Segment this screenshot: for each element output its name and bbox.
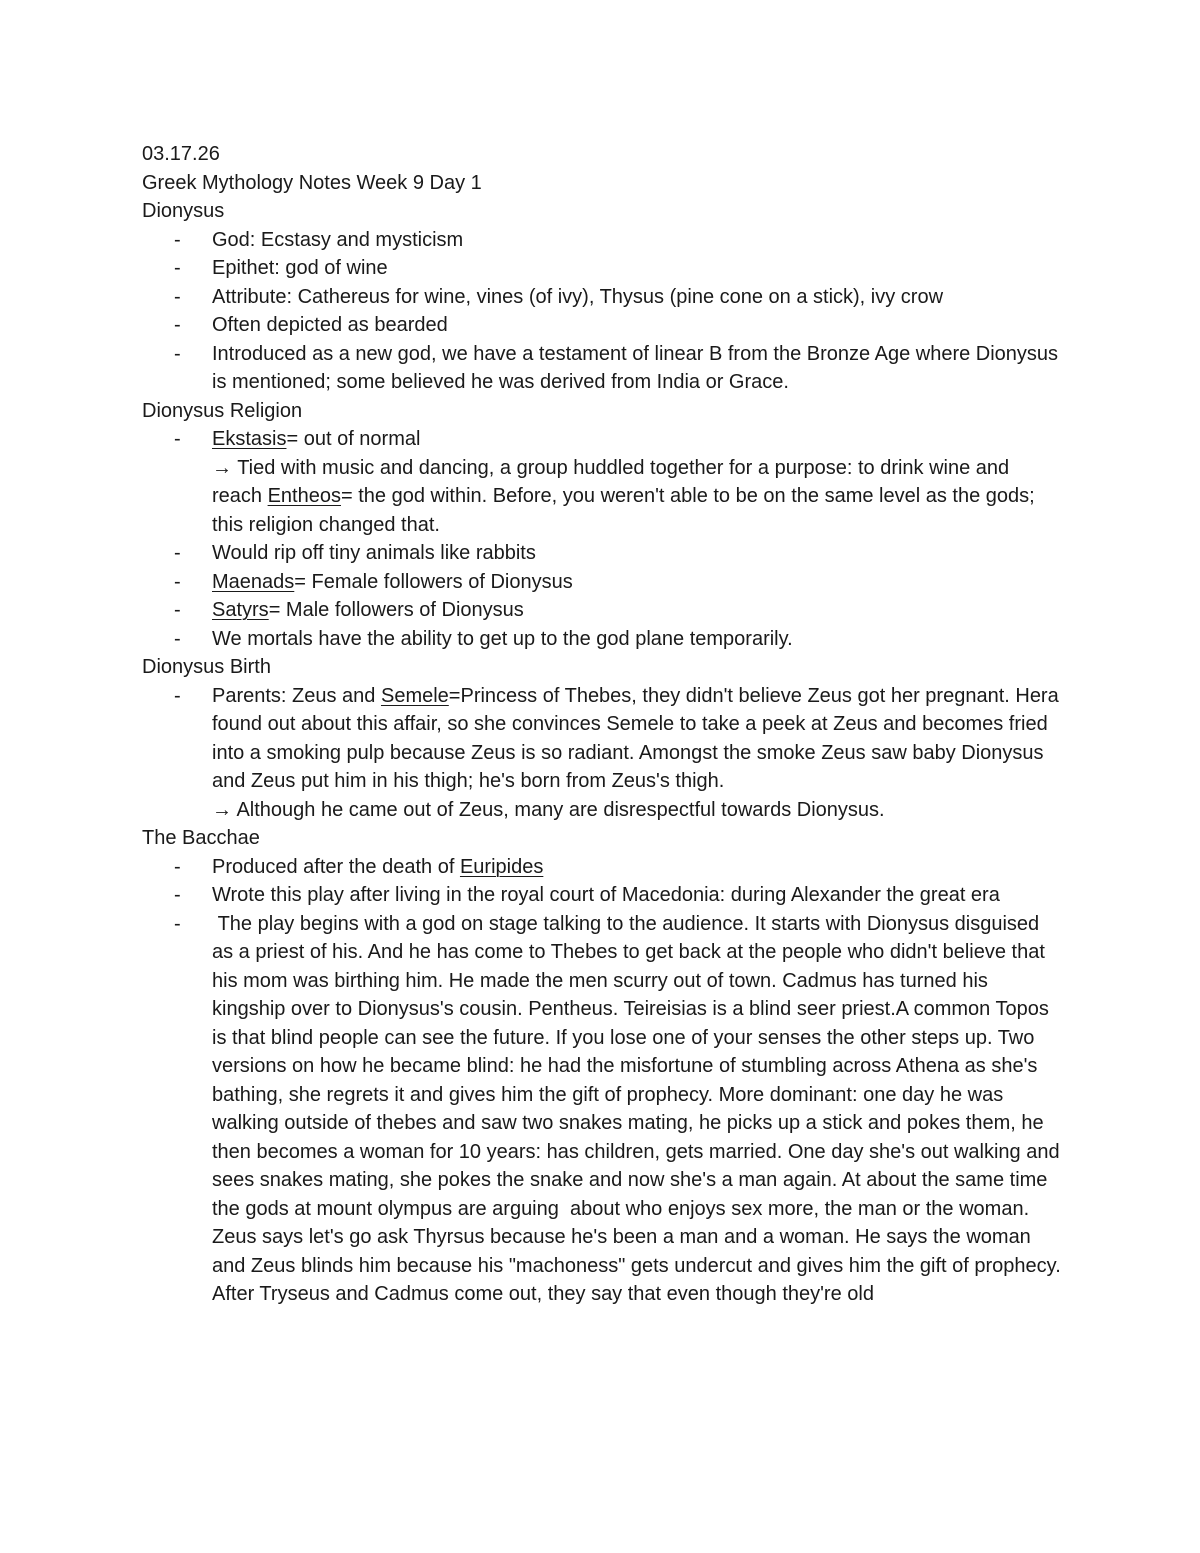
term-maenads: Maenads xyxy=(212,570,295,593)
list-item-text: Often depicted as bearded xyxy=(212,314,448,336)
term-definition: = Male followers of Dionysus xyxy=(268,599,524,621)
list-item-text-part: =Princess of Thebes, they didn't believe Zeus got her pregnant. Hera found out about this affair, so she convinces Semele to take a peek at Zeus and becomes fried into a smoking pulp because Zeus is so radiant. Amongst the smoke Zeus saw baby Dionysus and Zeus put him in his thigh; he's born from Zeus's thigh. xyxy=(212,684,1059,792)
list-item-text: The play begins with a god on stage talking to the audience. It starts with Dionysus disguised as a priest of his. And he has come to Thebes to get back at the people who didn't believe that his mom was birthing him. He made the men scurry out of town. Cadmus has turned his kingship over to Dionysus's cousin. Pentheus. Teireisias is a blind seer priest.A common Topos is that blind people can see the future. If you lose one of your senses the other steps up. Two versions on how he became blind: he had the misfortune of stumbling across Athena as she's bathing, she regrets it and gives him the gift of prophecy. More dominant: one day he was walking outside of thebes and saw two snakes mating, he picks up a stick and pokes them, he then becomes a woman for 10 years: has children, gets married. One day she's out walking and sees snakes mating, she pokes the snake and now she's a man again. At about the same time the gods at mount olympus are arguing about who enjoys sex more, the man or the woman. Zeus says let's go ask Thyrsus because he's been a man and a woman. He says the woman and Zeus blinds him because his "machoness" gets undercut and gives him the gift of prophecy. After Tryseus and Cadmus come out, they say that even though they're old xyxy=(212,912,1066,1305)
list-item xyxy=(142,568,1062,597)
section-heading-birth: Dionysus Birth xyxy=(142,656,271,678)
list-item xyxy=(142,625,1062,654)
bullet-dash: - xyxy=(174,342,181,365)
term-entheos: Entheos xyxy=(267,485,341,507)
term-semele: Semele xyxy=(380,684,449,707)
list-item-text: Attribute: Cathereus for wine, vines (of ivy), Thysus (pine cone on a stick), ivy crow xyxy=(212,285,944,308)
list-item-text xyxy=(212,425,1062,454)
sub-note xyxy=(142,454,1062,540)
section-heading-religion: Dionysus Religion xyxy=(142,399,303,422)
term-definition: = out of normal xyxy=(286,428,421,450)
section-heading-bacchae: The Bacchae xyxy=(142,827,260,849)
bullet-dash: - xyxy=(174,684,181,707)
bullet-dash: - xyxy=(174,884,181,906)
list-item-text: Introduced as a new god, we have a testament of linear B from the Bronze Age where Dionysus is mentioned; some believed he was derived from India or Grace. xyxy=(212,342,1059,393)
term-satyrs: Satyrs xyxy=(212,599,269,621)
sub-note: → Although he came out of Zeus, many are disrespectful towards Dionysus. xyxy=(212,798,885,821)
document-body xyxy=(142,140,1066,1309)
date-line: 03.17.26 xyxy=(142,143,220,165)
bullet-dash: - xyxy=(174,570,181,593)
list-item-text: God: Ecstasy and mysticism xyxy=(212,228,464,251)
list-item xyxy=(142,311,1062,340)
bullet-dash: - xyxy=(174,285,181,308)
bullet-dash: - xyxy=(174,855,181,878)
list-item xyxy=(142,596,1062,625)
list-item xyxy=(142,881,1062,910)
list-item xyxy=(142,910,1066,1309)
bullet-dash: - xyxy=(174,542,181,564)
bullet-dash: - xyxy=(174,627,181,650)
sub-note-text: = the god within. Before, you weren't able to be on the same level as the gods; this religion changed that. xyxy=(212,485,1035,536)
list-item xyxy=(142,682,1062,796)
document-title: Greek Mythology Notes Week 9 Day 1 xyxy=(142,171,482,194)
list-item-text xyxy=(212,568,1062,597)
bullet-dash: - xyxy=(174,314,181,336)
list-item-text: Would rip off tiny animals like rabbits xyxy=(212,542,536,564)
list-item-text xyxy=(212,853,1062,882)
list-item xyxy=(142,254,1062,283)
list-item xyxy=(142,226,1062,255)
list-item-text-part: Parents: Zeus and xyxy=(212,684,381,707)
term-euripides: Euripides xyxy=(459,855,544,878)
list-item xyxy=(142,853,1062,882)
list-item-text xyxy=(212,596,1062,625)
list-item-text xyxy=(212,682,1062,796)
list-item-text: We mortals have the ability to get up to the god plane temporarily. xyxy=(212,627,793,650)
bullet-dash: - xyxy=(174,599,181,621)
term-definition: = Female followers of Dionysus xyxy=(294,570,573,593)
list-item-text: Epithet: god of wine xyxy=(212,257,388,279)
list-item-text: Wrote this play after living in the royal court of Macedonia: during Alexander the great era xyxy=(212,884,1000,906)
term-ekstasis: Ekstasis xyxy=(212,428,287,450)
list-item xyxy=(142,283,1062,312)
list-item xyxy=(142,539,1062,568)
list-item-text-part: Produced after the death of xyxy=(212,855,460,878)
bullet-dash: - xyxy=(174,257,181,279)
bullet-dash: - xyxy=(174,428,181,450)
sub-note-text: → Tied with music and dancing, a group huddled together for a purpose: to drink wine and reach xyxy=(212,456,1010,507)
bullet-dash: - xyxy=(174,228,181,251)
bullet-dash: - xyxy=(174,912,181,935)
section-heading-dionysus: Dionysus xyxy=(142,200,225,222)
list-item xyxy=(142,425,1062,454)
list-item xyxy=(142,340,1062,397)
